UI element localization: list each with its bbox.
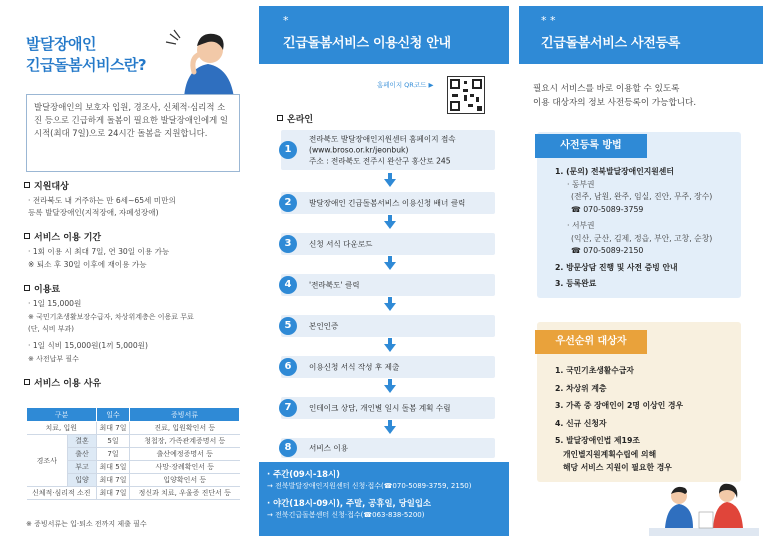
registration-method-tab: 사전등록 방법 [535, 134, 647, 158]
step-4 [281, 274, 495, 296]
step-number: 7 [279, 399, 297, 417]
down-arrow-icon [384, 221, 396, 229]
registration-header [519, 6, 763, 64]
method-item-1: 1. (문의) 전북발달장애인지원센터 [555, 167, 674, 176]
night-hours: · 야간(18시-09시), 주말, 공휴일, 당일입소 [267, 498, 432, 508]
step-number: 4 [279, 276, 297, 294]
table-row [27, 435, 240, 448]
table-note: ※ 증빙서류는 입·퇴소 전까지 제출 필수 [26, 520, 147, 528]
method-item-2: 2. 방문상담 진행 및 사전 증빙 안내 [555, 262, 678, 272]
qr-code-icon[interactable] [447, 76, 485, 114]
step-number: 8 [279, 439, 297, 457]
table-cell: 입양 [68, 474, 97, 487]
down-arrow-icon [384, 262, 396, 270]
method-item-3: 3. 등록완료 [555, 279, 597, 288]
west-region-cities: (익산, 군산, 김제, 정읍, 부안, 고창, 순창) [571, 233, 713, 243]
table-cell: 최대 7일 [96, 474, 129, 487]
square-bullet-icon [24, 182, 30, 188]
registration-intro [533, 82, 753, 110]
table-cell: 최대 5일 [96, 461, 129, 474]
square-bullet-icon [24, 379, 30, 385]
period-heading: 서비스 이용 기간 [24, 230, 101, 243]
intro-box: 발달장애인의 보호자 입원, 경조사, 신체적·심리적 소진 등으로 긴급하게 돌봄이 필요한 발달장애인에게 일시적(최대 7일)으로 24시간 돌봄을 지원합니다. [26, 94, 240, 172]
down-arrow-icon [384, 179, 396, 187]
table-cell: 7일 [96, 448, 129, 461]
table-cell: 최대 7일 [96, 422, 129, 435]
west-region-phone: ☎ 070-5089-2150 [571, 246, 644, 255]
table-cell: 정신과 치료, 우울증 진단서 등 [130, 487, 240, 500]
step-6 [281, 356, 495, 378]
step-3 [281, 233, 495, 255]
registration-intro-line2: 이용 대상자의 정보 사전등록이 가능합니다. [533, 98, 697, 108]
step-label: 신청 서식 다운로드 [309, 239, 373, 249]
down-arrow-icon [384, 344, 396, 352]
fee-text-1: · 1일 15,000원 [28, 299, 82, 308]
daytime-hours: · 주간(09시-18시) [267, 469, 340, 479]
priority-item-5-line3: 해당 서비스 지원이 필요한 경우 [563, 463, 672, 472]
table-cell: 신체적·심리적 소진 [27, 487, 97, 500]
priority-item-5: 5. 발달장애인법 제19조 [555, 436, 640, 445]
hero-title-line2: 긴급돌봄서비스란? [26, 56, 147, 74]
step-7 [281, 397, 495, 419]
step-1-line1: 전라북도 발달장애인지원센터 홈페이지 접속 [309, 134, 456, 144]
priority-item-1: 1. 국민기초생활수급자 [555, 366, 634, 375]
application-title: 긴급돌봄서비스 이용신청 안내 [283, 36, 451, 51]
column-what-is-service [14, 14, 248, 534]
down-arrow-icon [384, 303, 396, 311]
priority-item-4: 4. 신규 신청자 [555, 418, 607, 428]
down-arrow-icon [384, 385, 396, 393]
online-heading: 온라인 [277, 112, 313, 125]
application-header [259, 6, 509, 64]
step-1 [281, 130, 495, 170]
period-text-1: · 1회 이용 시 최대 7일, 연 30일 이용 가능 [28, 247, 170, 256]
target-text-2: 등록 발달장애인(지적장애, 자폐성장애) [28, 208, 159, 217]
qr-label: 홈페이지 QR코드 ▶ [377, 81, 434, 89]
table-cell: 경조사 [27, 435, 68, 487]
target-text-1: · 전라북도 내 거주하는 만 6세~65세 미만의 [28, 196, 176, 205]
hero-title [26, 34, 146, 76]
table-cell: 치료, 입원 [27, 422, 97, 435]
east-region-phone: ☎ 070-5089-3759 [571, 204, 644, 214]
step-number: 3 [279, 235, 297, 253]
square-bullet-icon [24, 285, 30, 291]
period-text-2: ※ 퇴소 후 30일 이후에 재이용 가능 [28, 260, 147, 269]
registration-method-list [555, 166, 739, 291]
fee-text-4: · 1일 식비 15,000원(1끼 5,000원) [28, 341, 148, 350]
table-row [27, 487, 240, 500]
square-bullet-icon [24, 233, 30, 239]
table-header-row [27, 408, 240, 422]
priority-item-3: 3. 가족 중 장애인이 2명 이상인 경우 [555, 401, 684, 410]
fee-heading: 이용료 [24, 282, 60, 295]
column-application-guide [259, 6, 509, 536]
step-5 [281, 315, 495, 337]
fee-text-3: (단, 식비 부과) [28, 325, 74, 333]
table-cell: 출산 [68, 448, 97, 461]
step-label: 인테이크 상담, 개인별 일시 돌봄 계획 수립 [309, 403, 451, 413]
reason-heading: 서비스 이용 사유 [24, 376, 101, 389]
column-pre-registration [519, 6, 763, 536]
square-bullet-icon [277, 115, 283, 121]
table-header: 증빙서류 [130, 408, 240, 422]
step-label: 이용신청 서식 작성 후 제출 [309, 362, 400, 372]
step-number: 2 [279, 194, 297, 212]
step-label [309, 134, 456, 167]
table-header: 일수 [96, 408, 129, 422]
table-cell: 출산예정증명서 등 [130, 448, 240, 461]
target-heading: 지원대상 [24, 179, 69, 192]
star-icon: * * [541, 14, 556, 27]
priority-list [555, 364, 739, 475]
down-arrow-icon [384, 426, 396, 434]
table-cell: 결혼 [68, 435, 97, 448]
table-cell: 진료, 입원확인서 등 [130, 422, 240, 435]
reason-table [26, 407, 240, 500]
fee-text-5: ※ 사전납부 필수 [28, 355, 79, 363]
step-label: 본인인증 [309, 321, 339, 331]
priority-item-5-line2: 개인별지원계획수립에 의해 [563, 449, 657, 459]
step-number: 1 [279, 141, 297, 159]
registration-title: 긴급돌봄서비스 사전등록 [541, 36, 681, 51]
table-cell: 부고 [68, 461, 97, 474]
table-cell: 사망·장례확인서 등 [130, 461, 240, 474]
caregivers-illustration-icon [649, 482, 759, 536]
table-row [27, 422, 240, 435]
step-label: '전라북도' 클릭 [309, 280, 360, 290]
step-number: 5 [279, 317, 297, 335]
daytime-contact: → 전북발달장애인지원센터 신청·접수(☎070-5089-3759, 2150) [267, 482, 472, 490]
east-region-cities: (전주, 남원, 완주, 임실, 진안, 무주, 장수) [571, 192, 713, 201]
fee-text-2: ※ 국민기초생활보장수급자, 차상위계층은 이용료 무료 [28, 313, 194, 321]
registration-intro-line1: 필요시 서비스를 바로 이용할 수 있도록 [533, 84, 680, 94]
step-number: 6 [279, 358, 297, 376]
table-cell: 5일 [96, 435, 129, 448]
hero-title-line1: 발달장애인 [26, 35, 96, 53]
table-cell: 입양확인서 등 [130, 474, 240, 487]
star-icon: * [283, 14, 289, 27]
step-2 [281, 192, 495, 214]
step-8 [281, 438, 495, 458]
priority-item-2: 2. 차상위 계층 [555, 383, 607, 393]
thinking-person-icon [164, 28, 244, 98]
night-contact: → 전북긴급돌봄센터 신청·접수(☎063-838-5200) [267, 511, 425, 519]
east-region-label: · 동부권 [567, 179, 595, 189]
contact-footer [259, 462, 509, 536]
priority-tab: 우선순위 대상자 [535, 330, 647, 354]
step-label: 서비스 이용 [309, 443, 349, 453]
step-1-url[interactable]: (www.broso.or.kr/jeonbuk) [309, 145, 409, 155]
table-header: 구분 [27, 408, 97, 422]
step-1-address: 주소 : 전라북도 전주시 완산구 홍산로 245 [309, 156, 451, 166]
table-cell: 청첩장, 가족관계증명서 등 [130, 435, 240, 448]
step-label: 발달장애인 긴급돌봄서비스 이용신청 배너 클릭 [309, 198, 466, 208]
table-cell: 최대 7일 [96, 487, 129, 500]
west-region-label: · 서부권 [567, 221, 595, 230]
